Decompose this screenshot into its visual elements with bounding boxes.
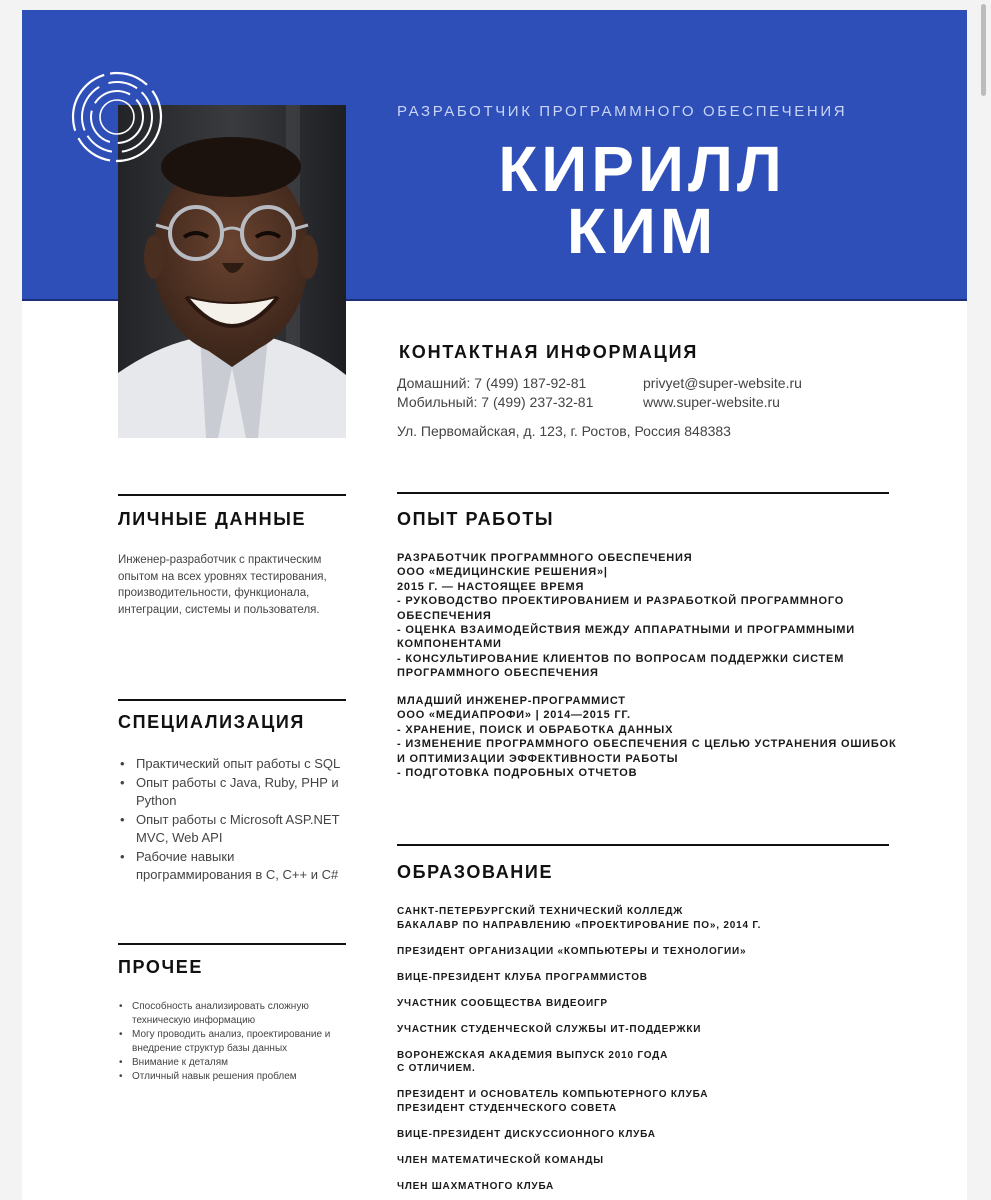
education-item xyxy=(397,1088,897,1115)
job-line: - КОНСУЛЬТИРОВАНИЕ КЛИЕНТОВ ПО ВОПРОСАМ ПОДДЕРЖКИ СИСТЕМ ПРОГРАММНОГО ОБЕСПЕЧЕНИЯ xyxy=(397,652,845,680)
address: Ул. Первомайская, д. 123, г. Ростов, Россия 848383 xyxy=(397,423,731,439)
list-item: • Способность анализировать сложную техническую информацию xyxy=(118,1000,354,1028)
other-title: ПРОЧЕЕ xyxy=(118,957,203,977)
specialization-rule xyxy=(118,699,346,701)
specialization-list xyxy=(118,755,348,885)
vertical-scrollbar[interactable] xyxy=(979,0,987,1200)
education-item xyxy=(397,1023,897,1037)
education-line: ВИЦЕ-ПРЕЗИДЕНТ КЛУБА ПРОГРАММИСТОВ xyxy=(397,971,648,983)
home-phone: Домашний: 7 (499) 187-92-81 xyxy=(397,375,587,391)
name-first: КИРИЛЛ xyxy=(498,133,786,205)
list-item: • Опыт работы с Java, Ruby, PHP и Python xyxy=(118,774,348,810)
education-line: ВОРОНЕЖСКАЯ АКАДЕМИЯ ВЫПУСК 2010 ГОДА xyxy=(397,1049,669,1061)
education-list xyxy=(397,905,897,1200)
name-last: КИМ xyxy=(566,195,718,267)
list-item: • Внимание к деталям xyxy=(118,1056,354,1070)
education-item xyxy=(397,997,897,1011)
scrollbar-thumb[interactable] xyxy=(981,4,986,96)
list-item: • Опыт работы с Microsoft ASP.NET MVC, Web API xyxy=(118,811,348,847)
other-rule xyxy=(118,943,346,945)
contact-title: КОНТАКТНАЯ ИНФОРМАЦИЯ xyxy=(399,342,699,362)
job-line: МЛАДШИЙ ИНЖЕНЕР-ПРОГРАММИСТ xyxy=(397,695,626,707)
education-item xyxy=(397,1180,897,1194)
job-line: - ХРАНЕНИЕ, ПОИСК И ОБРАБОТКА ДАННЫХ xyxy=(397,723,674,736)
job-entry-2 xyxy=(397,694,907,780)
education-item xyxy=(397,1049,897,1076)
job-line: - РУКОВОДСТВО ПРОЕКТИРОВАНИЕМ И РАЗРАБОТКОЙ ПРОГРАММНОГО ОБЕСПЕЧЕНИЯ xyxy=(397,595,845,622)
circle-logo-icon xyxy=(70,70,164,164)
job-line: - ИЗМЕНЕНИЕ ПРОГРАММНОГО ОБЕСПЕЧЕНИЯ С ЦЕЛЬЮ УСТРАНЕНИЯ ОШИБОК И ОПТИМИЗАЦИИ ЭФФЕКТИВНОСТИ РАБОТЫ xyxy=(397,738,897,765)
other-list xyxy=(118,1000,354,1084)
full-name xyxy=(462,133,822,267)
education-line: ЧЛЕН МАТЕМАТИЧЕСКОЙ КОМАНДЫ xyxy=(397,1154,604,1166)
specialization-title: СПЕЦИАЛИЗАЦИЯ xyxy=(118,712,305,732)
education-item xyxy=(397,971,897,985)
education-line: САНКТ-ПЕТЕРБУРГСКИЙ ТЕХНИЧЕСКИЙ КОЛЛЕДЖ xyxy=(397,906,684,917)
job-entry-1 xyxy=(397,551,907,681)
list-item: • Рабочие навыки программирования в C, C++ и C# xyxy=(118,848,348,884)
education-item xyxy=(397,1154,897,1168)
education-item xyxy=(397,905,897,932)
education-title: ОБРАЗОВАНИЕ xyxy=(397,862,554,882)
email-link[interactable]: privyet@super-website.ru xyxy=(643,375,802,391)
job-title: РАЗРАБОТЧИК ПРОГРАММНОГО ОБЕСПЕЧЕНИЯ xyxy=(397,103,848,120)
job-line: 2015 Г. — НАСТОЯЩЕЕ ВРЕМЯ xyxy=(397,580,585,593)
list-item: • Могу проводить анализ, проектирование и внедрение структур базы данных xyxy=(118,1028,354,1056)
list-item: • Отличный навык решения проблем xyxy=(118,1070,354,1084)
mobile-phone: Мобильный: 7 (499) 237-32-81 xyxy=(397,394,594,410)
job-line: - ОЦЕНКА ВЗАИМОДЕЙСТВИЯ МЕЖДУ АППАРАТНЫМИ И ПРОГРАММНЫМИ КОМПОНЕНТАМИ xyxy=(397,624,855,651)
job-line: ООО «МЕДИЦИНСКИЕ РЕШЕНИЯ»| xyxy=(397,566,608,579)
job-line: РАЗРАБОТЧИК ПРОГРАММНОГО ОБЕСПЕЧЕНИЯ xyxy=(397,552,693,564)
personal-title: ЛИЧНЫЕ ДАННЫЕ xyxy=(118,509,307,529)
personal-rule xyxy=(118,494,346,496)
education-line: ПРЕЗИДЕНТ И ОСНОВАТЕЛЬ КОМПЬЮТЕРНОГО КЛУБА xyxy=(397,1089,709,1100)
education-item xyxy=(397,1128,897,1142)
job-line: - ПОДГОТОВКА ПОДРОБНЫХ ОТЧЕТОВ xyxy=(397,767,638,780)
education-line: С ОТЛИЧИЕМ. xyxy=(397,1063,476,1074)
resume-page xyxy=(22,10,967,1200)
personal-text: Инженер-разработчик с практическим опытом на всех уровнях тестирования, производительности, функционала, интеграции, системы и пользователя. xyxy=(118,554,327,616)
experience-title: ОПЫТ РАБОТЫ xyxy=(397,509,555,529)
education-line: ВИЦЕ-ПРЕЗИДЕНТ ДИСКУССИОННОГО КЛУБА xyxy=(397,1128,656,1140)
list-item: • Практический опыт работы с SQL xyxy=(118,755,348,773)
education-rule xyxy=(397,844,889,846)
job-line: ООО «МЕДИАПРОФИ» | 2014—2015 ГГ. xyxy=(397,709,631,722)
education-line: УЧАСТНИК СТУДЕНЧЕСКОЙ СЛУЖБЫ ИТ-ПОДДЕРЖКИ xyxy=(397,1023,702,1035)
education-line: БАКАЛАВР ПО НАПРАВЛЕНИЮ «ПРОЕКТИРОВАНИЕ ПО», 2014 Г. xyxy=(397,919,762,931)
experience-rule xyxy=(397,492,889,494)
education-line: ПРЕЗИДЕНТ СТУДЕНЧЕСКОГО СОВЕТА xyxy=(397,1102,617,1114)
website-link[interactable]: www.super-website.ru xyxy=(643,394,780,410)
education-item xyxy=(397,945,897,959)
education-line: УЧАСТНИК СООБЩЕСТВА ВИДЕОИГР xyxy=(397,997,608,1009)
education-line: ЧЛЕН ШАХМАТНОГО КЛУБА xyxy=(397,1180,555,1192)
education-line: ПРЕЗИДЕНТ ОРГАНИЗАЦИИ «КОМПЬЮТЕРЫ И ТЕХНОЛОГИИ» xyxy=(397,945,747,957)
